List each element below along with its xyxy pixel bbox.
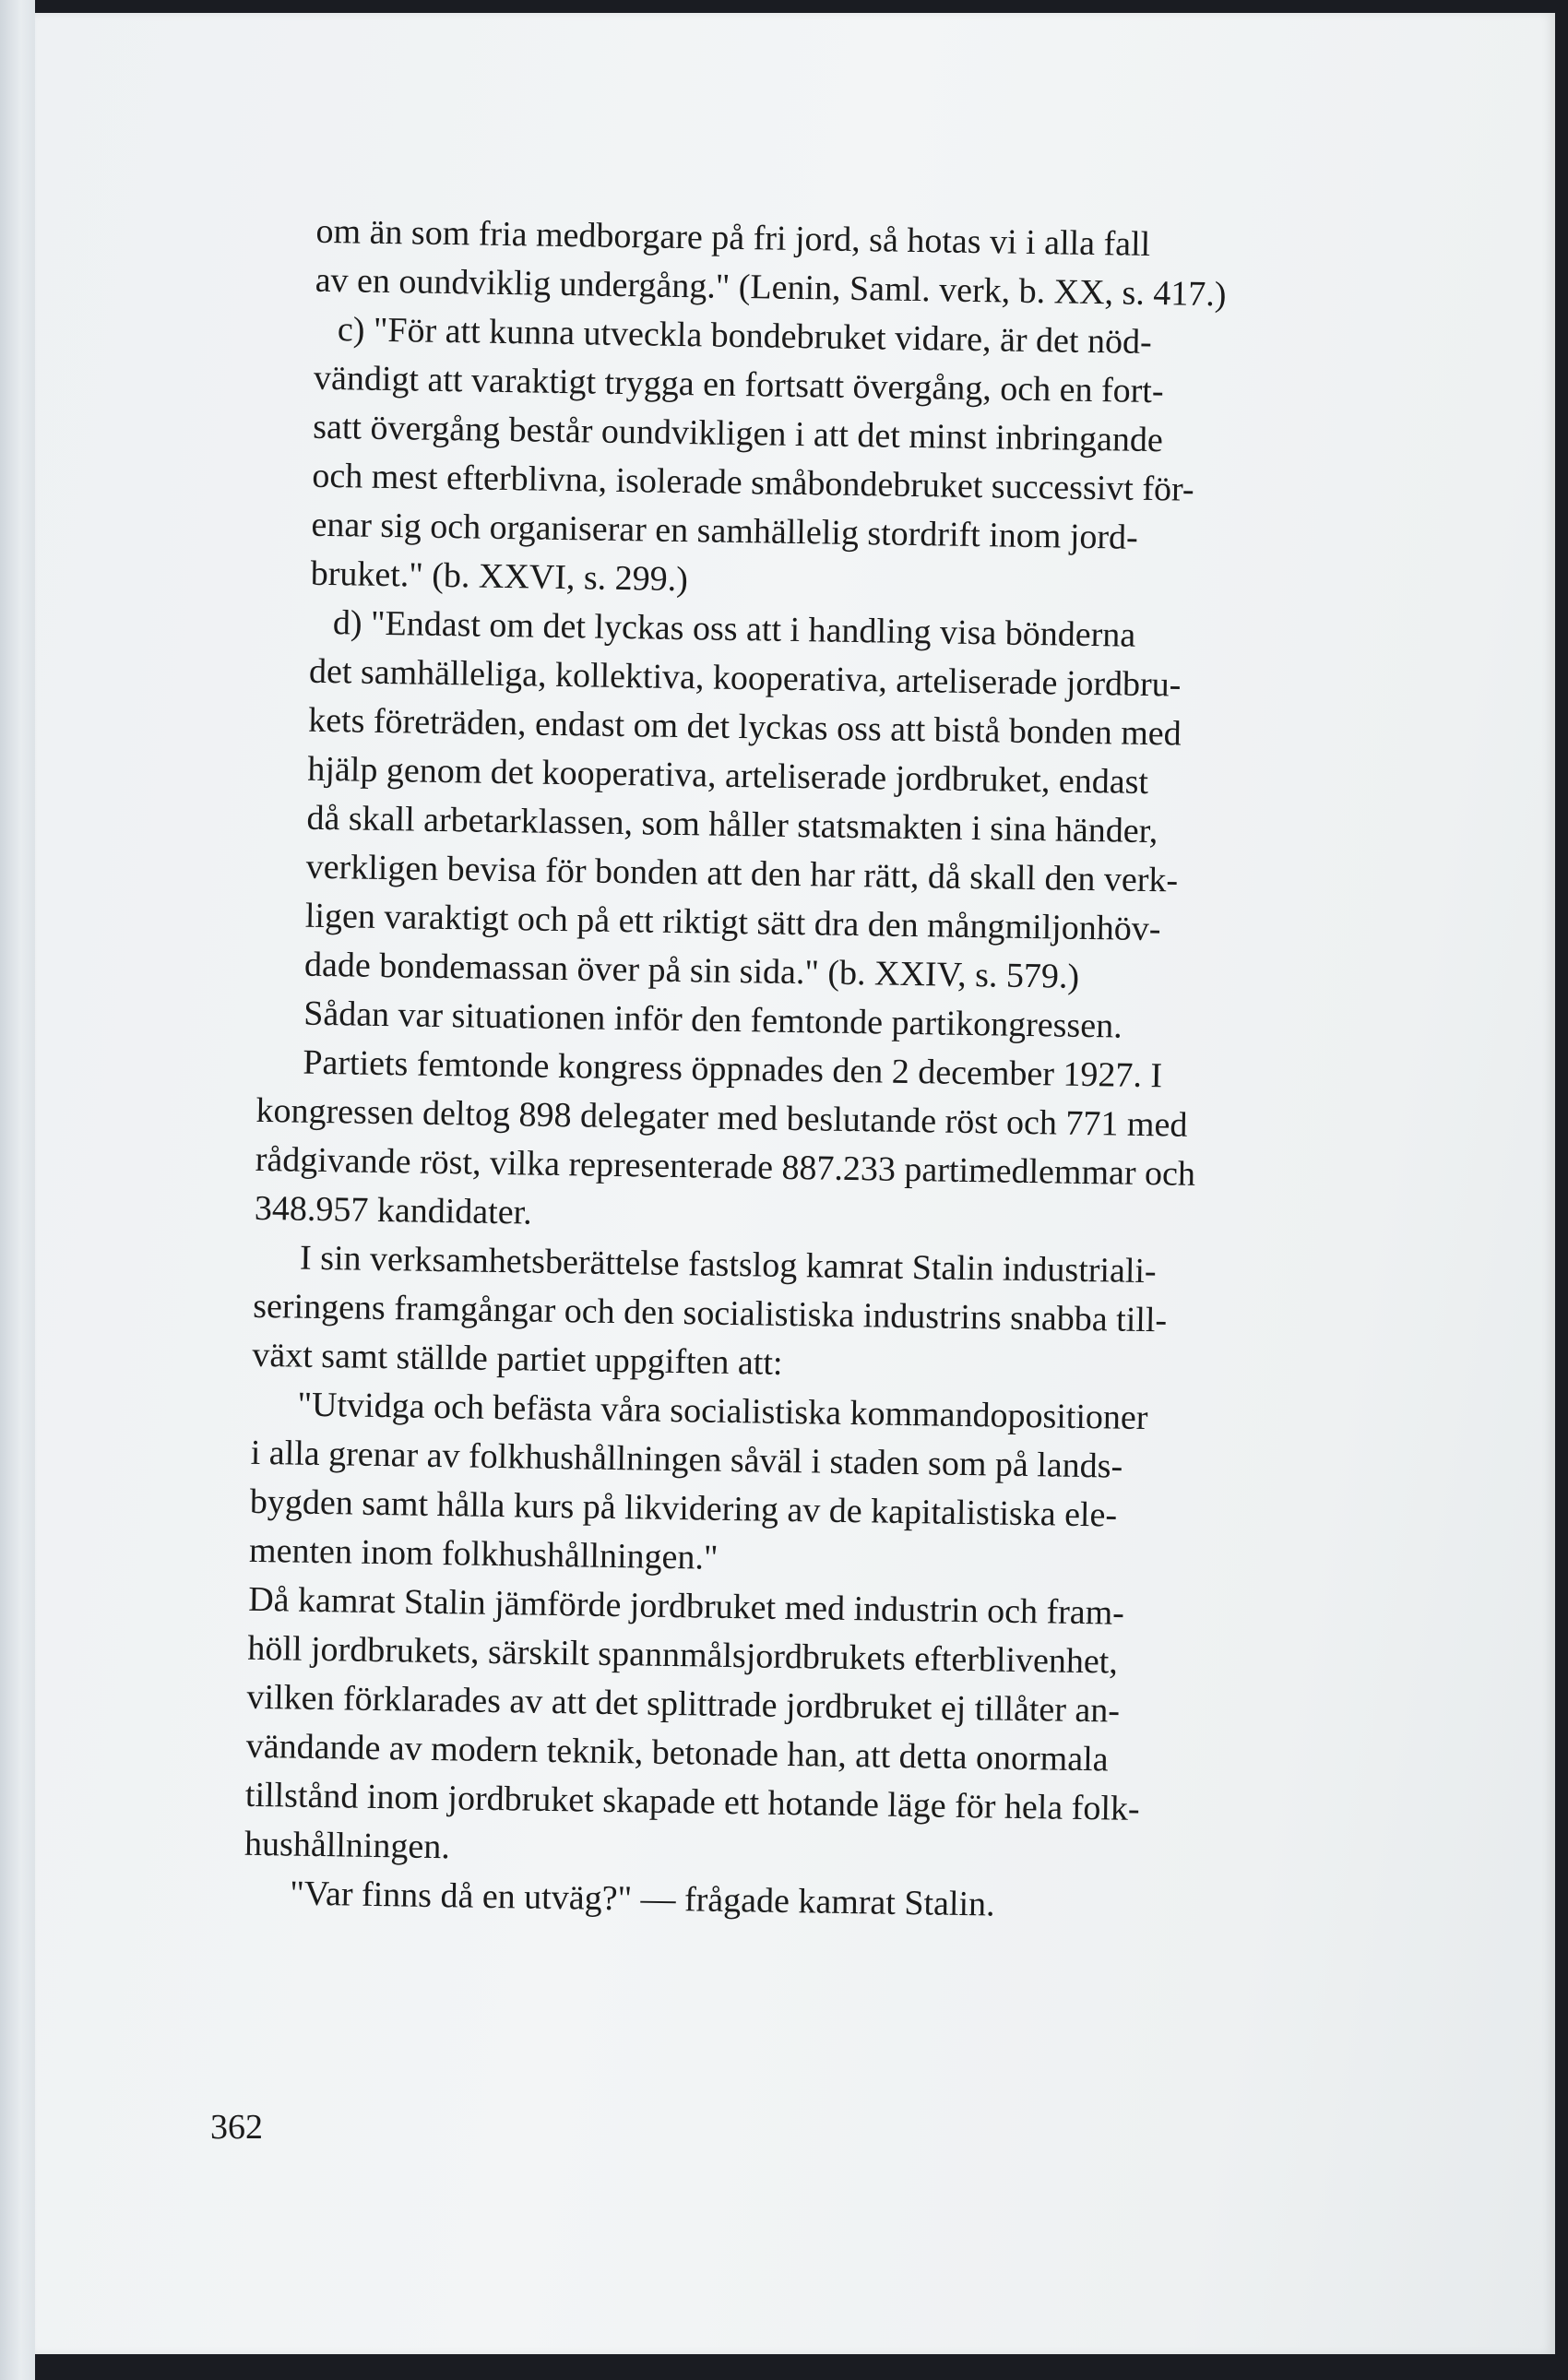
text-line: satt övergång består oundvikligen i att det minst inbringande: [312, 407, 1164, 460]
text-line: av en oundviklig undergång." (Lenin, Saml. verk, b. XX, s. 417.): [315, 260, 1227, 315]
text-line: Då kamrat Stalin jämförde jordbruket med industrin och fram-: [247, 1579, 1125, 1633]
text-line: Sådan var situationen inför den femtonde partikongressen.: [303, 994, 1123, 1046]
text-line: vändigt att varaktigt trygga en fortsatt övergång, och en fort-: [313, 358, 1164, 411]
text-line: ligen varaktigt och på ett riktigt sätt dra den mångmiljonhöv-: [304, 896, 1161, 949]
body-text: [244, 207, 1488, 1937]
text-line: I sin verksamhetsberättelse fastslog kamrat Stalin industriali-: [299, 1238, 1157, 1291]
page-edge: [0, 0, 35, 2380]
text-line: seringens framgångar och den socialistiska industrins snabba till-: [252, 1286, 1168, 1340]
text-line: d) "Endast om det lyckas oss att i handling visa bönderna: [332, 603, 1136, 655]
text-line: enar sig och organiserar en samhällelig stordrift inom jord-: [311, 505, 1139, 557]
text-line: kets företräden, endast om det lyckas oss att bistå bonden med: [307, 700, 1182, 754]
text-line: hjälp genom det kooperativa, arteliserade jordbruket, endast: [307, 749, 1149, 803]
text-line: hushållningen.: [244, 1824, 451, 1867]
text-line: kongressen deltog 898 delegater med beslutande röst och 771 med: [255, 1090, 1188, 1145]
page-number: 362: [210, 2108, 263, 2147]
text-line: Partiets femtonde kongress öppnades den 2 december 1927. I: [303, 1042, 1163, 1096]
text-line: bruket." (b. XXVI, s. 299.): [310, 553, 689, 600]
text-line: höll jordbrukets, särskilt spannmålsjordbrukets efterblivenhet,: [247, 1628, 1119, 1682]
text-line: rådgivande röst, vilka representerade 887.233 partimedlemmar och: [255, 1139, 1196, 1194]
book-page: [35, 13, 1555, 2354]
text-line: c) "För att kunna utveckla bondebruket vidare, är det nöd-: [337, 310, 1153, 363]
text-line: menten inom folkhushållningen.": [248, 1530, 719, 1577]
text-line: "Utvidga och befästa våra socialistiska kommandopositioner: [297, 1385, 1148, 1438]
text-line: dade bondemassan över på sin sida." (b. XXIV, s. 579.): [303, 945, 1080, 996]
text-line: och mest efterblivna, isolerade småbondebruket successivt för-: [312, 456, 1194, 509]
text-line: 348.957 kandidater.: [254, 1188, 533, 1232]
text-line: bygden samt hålla kurs på likvidering av de kapitalistiska ele-: [249, 1482, 1118, 1535]
text-line: verkligen bevisa för bonden att den har rätt, då skall den verk-: [305, 847, 1179, 900]
text-line: växt samt ställde partiet uppgiften att:: [252, 1335, 783, 1383]
text-line: vilken förklarades av att det splittrade jordbruket ej tillåter an-: [246, 1677, 1121, 1731]
text-line: vändande av modern teknik, betonade han, att detta onormala: [245, 1726, 1109, 1779]
text-line: då skall arbetarklassen, som håller statsmakten i sina händer,: [306, 798, 1158, 851]
text-line: "Var finns då en utväg?" — frågade kamrat Stalin.: [289, 1874, 995, 1924]
text-line: om än som fria medborgare på fri jord, så hotas vi i alla fall: [315, 211, 1151, 264]
text-line: i alla grenar av folkhushållningen såväl i staden som på lands-: [250, 1433, 1123, 1486]
text-line: det samhälleliga, kollektiva, kooperativa, arteliserade jordbru-: [308, 651, 1182, 705]
text-line: tillstånd inom jordbruket skapade ett hotande läge för hela folk-: [244, 1775, 1140, 1829]
